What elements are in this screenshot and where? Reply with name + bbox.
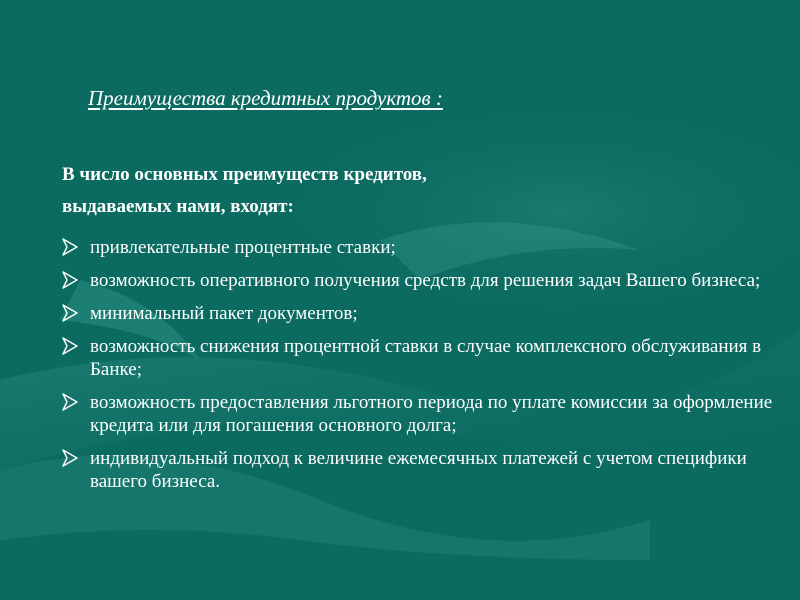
list-item-text: привлекательные процентные ставки; [90,237,396,258]
list-item-text: индивидуальный подход к величине ежемесячных платежей с учетом специфики вашего бизнеса. [90,448,747,492]
list-item-text: минимальный пакет документов; [90,303,358,324]
arrowhead-bullet-icon [62,337,78,355]
arrowhead-bullet-icon [62,449,78,467]
list-item-text: возможность снижения процентной ставки в случае комплексного обслуживания в Банке; [90,336,762,380]
list-item [62,236,792,259]
list-item-text: возможность предоставления льготного периода по уплате комиссии за оформление кредита или для погашения основного долга; [90,392,773,436]
list-item [62,302,792,325]
intro-line-2: выдаваемых нами, входят: [62,196,294,217]
list-item-text: возможность оперативного получения средств для решения задач Вашего бизнеса; [90,270,761,291]
arrowhead-bullet-icon [62,393,78,411]
slide-title: Преимущества кредитных продуктов : [88,86,443,110]
list-item [62,447,792,493]
arrowhead-bullet-icon [62,238,78,256]
list-item [62,335,792,381]
arrowhead-bullet-icon [62,304,78,322]
intro-text [62,159,427,223]
advantages-list [62,236,792,503]
arrowhead-bullet-icon [62,271,78,289]
intro-line-1: В число основных преимуществ кредитов, [62,164,427,185]
list-item [62,269,792,292]
list-item [62,391,792,437]
